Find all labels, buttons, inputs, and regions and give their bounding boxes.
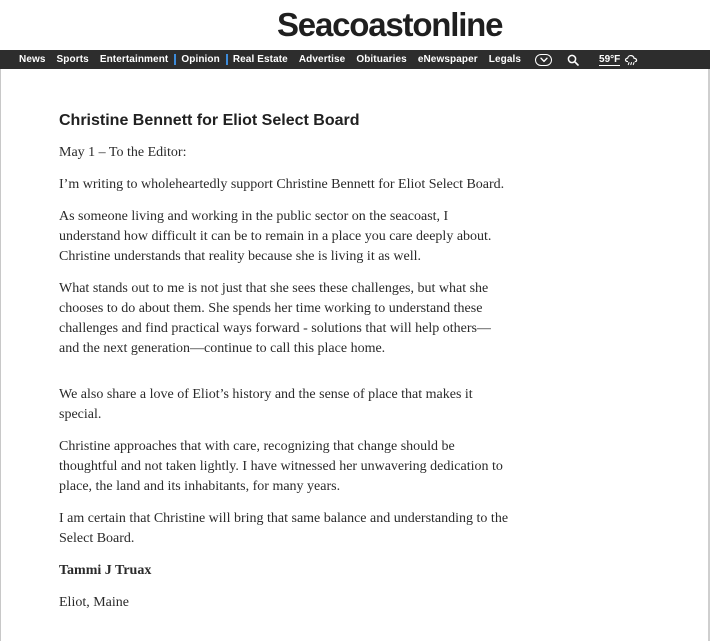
article-signature: Tammi J Truax — [59, 563, 152, 578]
article-paragraph: I am certain that Christine will bring that same balance and understanding to the Select Board. — [59, 511, 509, 546]
nav-advertise[interactable]: Advertise — [298, 54, 346, 65]
cloud-rain-icon — [624, 54, 638, 66]
article-paragraph: I’m writing to wholeheartedly support Christine Bennett for Eliot Select Board. — [59, 177, 505, 192]
nav-news[interactable]: News — [19, 54, 46, 65]
article-author-location: Eliot, Maine — [59, 595, 129, 610]
chevron-down-icon — [540, 57, 548, 63]
search-icon — [567, 54, 579, 66]
nav-real-estate[interactable]: Real Estate — [226, 54, 288, 65]
site-logo[interactable]: Seacoastonline — [277, 6, 503, 43]
article — [59, 110, 509, 625]
nav-legals[interactable]: Legals — [488, 54, 522, 65]
weather-widget[interactable] — [624, 54, 638, 66]
nav-sports[interactable]: Sports — [56, 54, 89, 65]
article-dateline: May 1 – To the Editor: — [59, 145, 187, 160]
article-headline: Christine Bennett for Eliot Select Board — [59, 112, 360, 129]
nav-obituaries[interactable]: Obituaries — [356, 54, 407, 65]
weather-temp[interactable]: 59°F — [599, 53, 621, 65]
nav-enewspaper[interactable]: eNewspaper — [417, 54, 478, 65]
search-button[interactable] — [567, 54, 579, 66]
article-paragraph: What stands out to me is not just that she sees these challenges, but what she chooses to do about them. She spends her time working to understand these challenges and find practical ways forward - solutions that will help others—and the next generation—continue to call this place home. — [59, 281, 491, 356]
window-border-left — [0, 0, 1, 641]
more-menu-button[interactable] — [535, 54, 552, 66]
main-nav — [0, 50, 710, 69]
article-paragraph: As someone living and working in the public sector on the seacoast, I understand how difficult it can be to remain in a place you care deeply about. Christine understands that reality because she is living it as well. — [59, 209, 492, 264]
masthead — [0, 0, 710, 50]
article-paragraph: Christine approaches that with care, recognizing that change should be thoughtful and not taken lightly. I have witnessed her unwavering dedication to place, the land and its inhabitants, for many years. — [59, 439, 503, 494]
nav-opinion[interactable]: Opinion — [174, 54, 219, 65]
nav-entertainment[interactable]: Entertainment — [99, 54, 169, 65]
article-paragraph: We also share a love of Eliot’s history and the sense of place that makes it special. — [59, 387, 473, 422]
